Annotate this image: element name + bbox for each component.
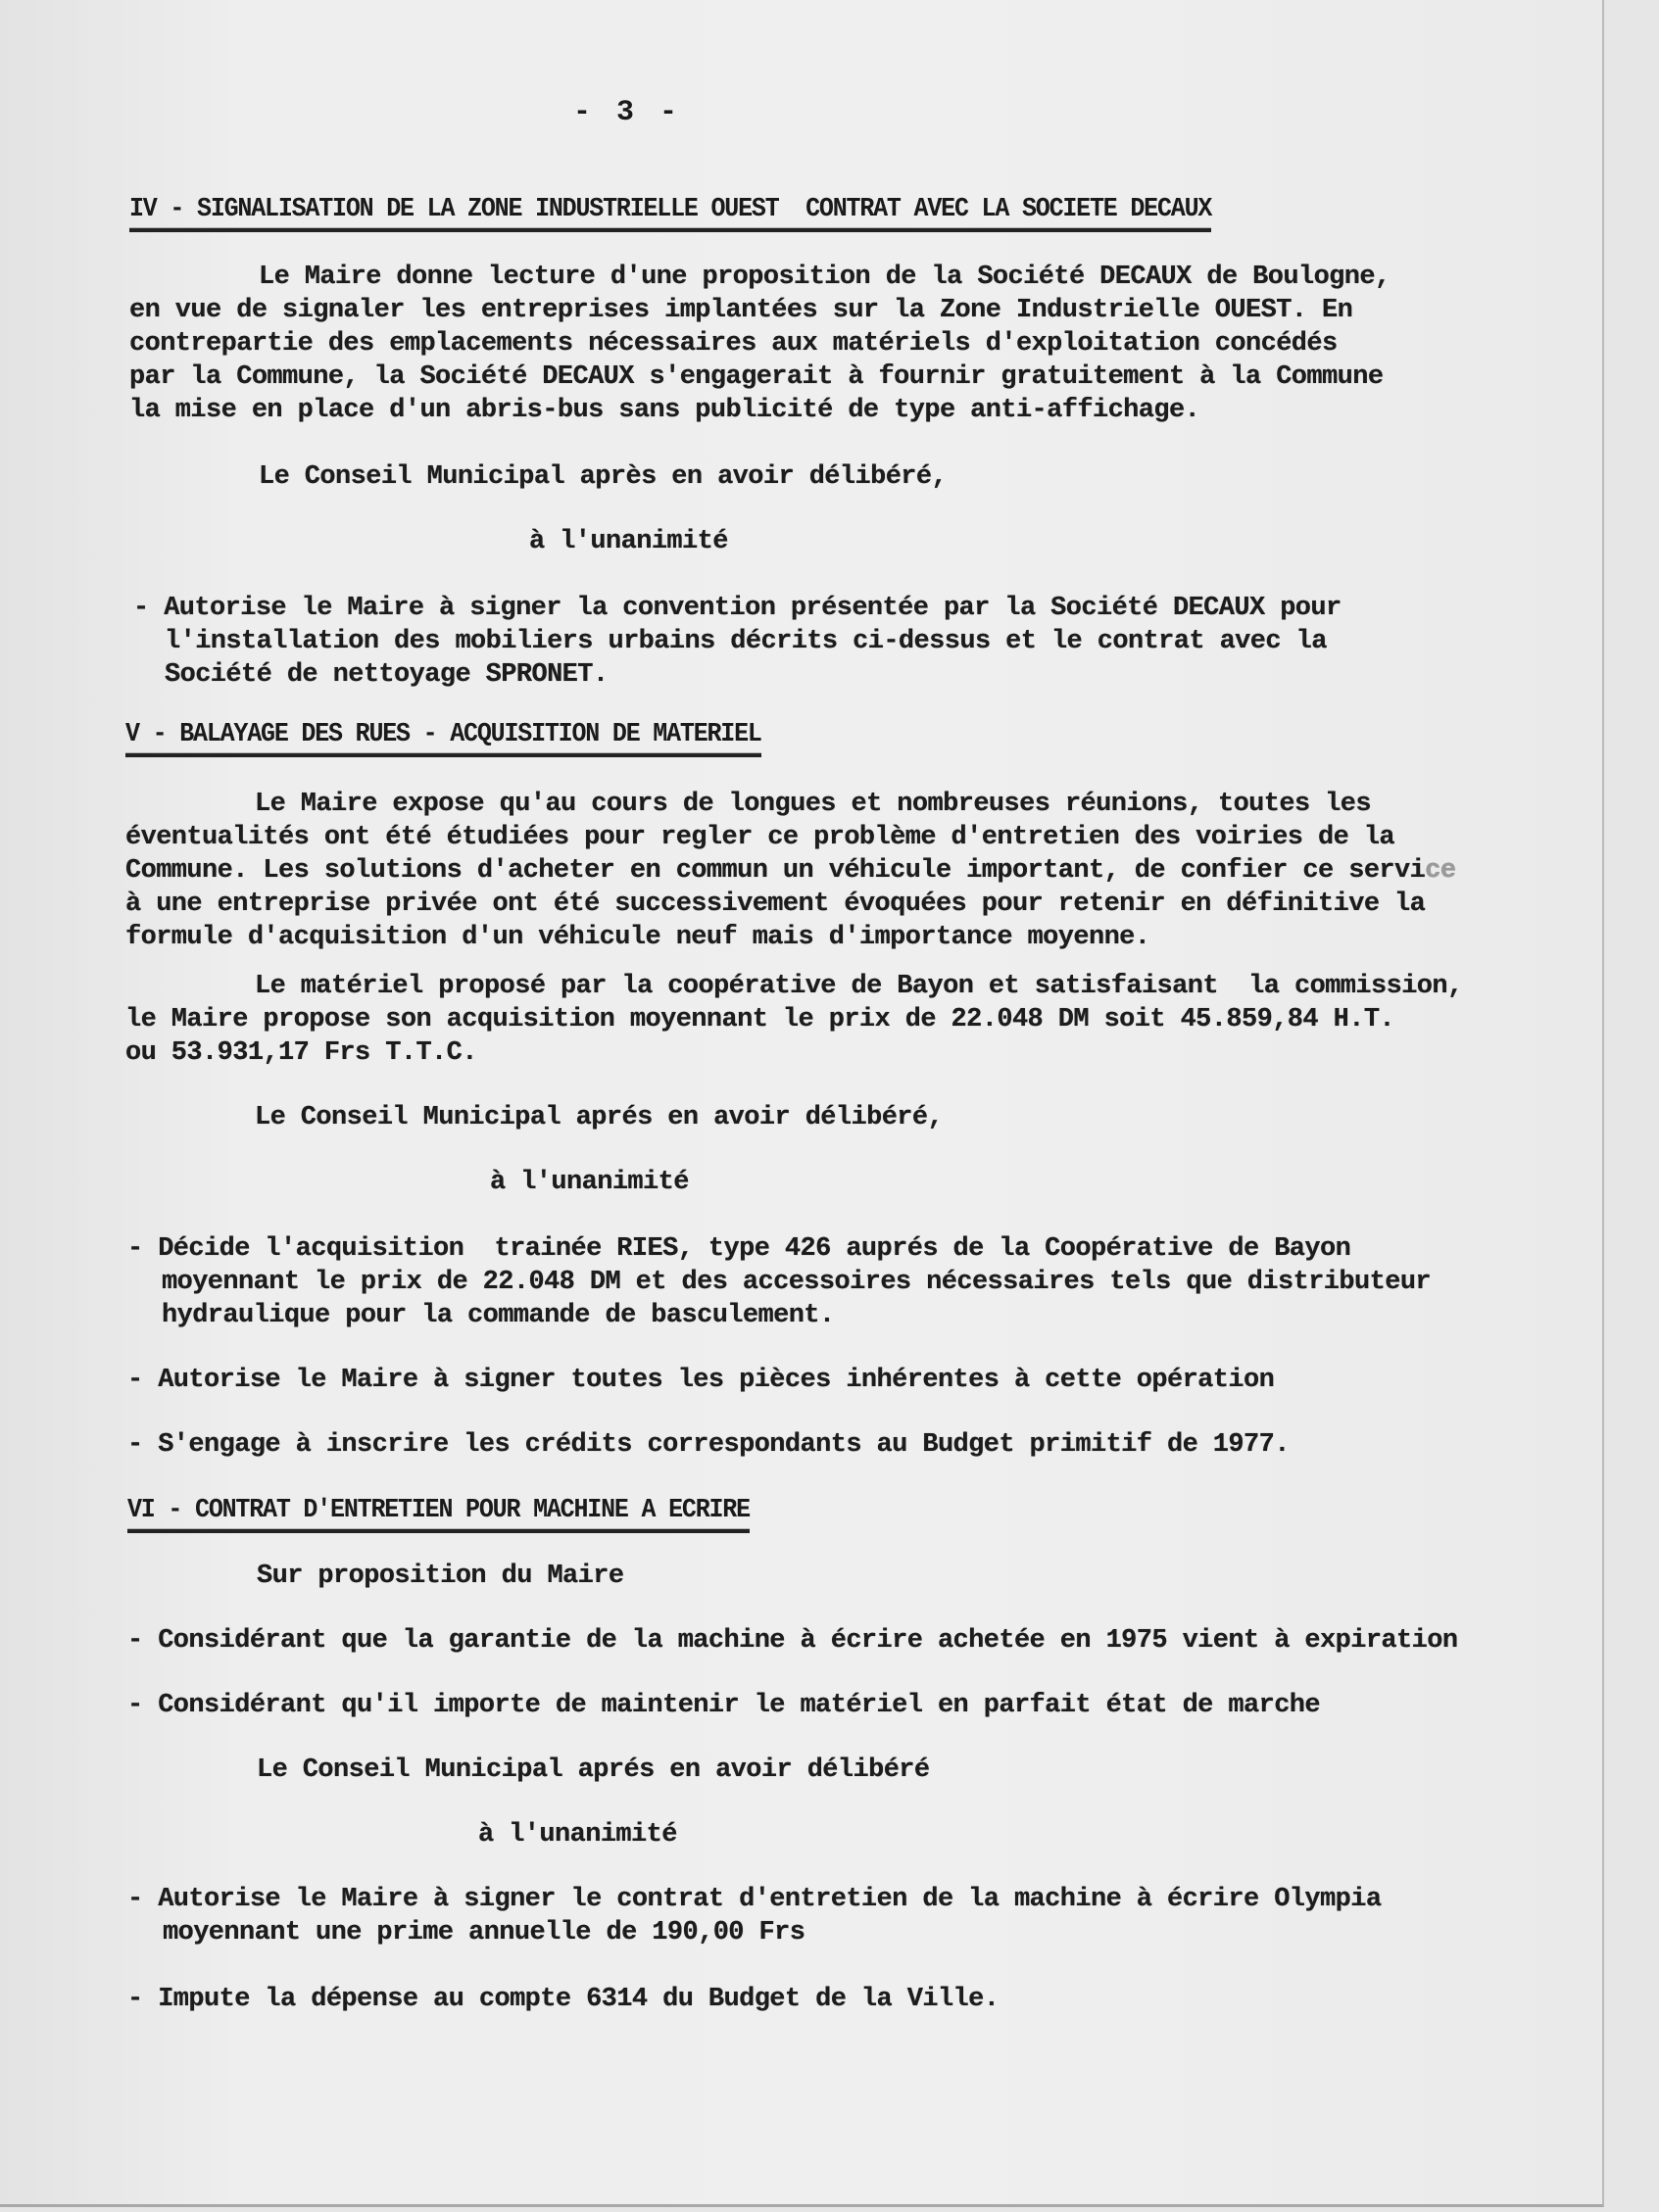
section-6-consideration-line: - Considérant qu'il importe de maintenir le matériel en parfait état de marche bbox=[127, 1691, 1321, 1720]
section-4-vote: à l'unanimité bbox=[529, 527, 728, 556]
section-5-paragraph-line: Le matériel proposé par la coopérative de Bayon et satisfaisant la commission, bbox=[255, 972, 1463, 1001]
section-6-consideration-line: - Considérant que la garantie de la machine à écrire achetée en 1975 vient à expiration bbox=[127, 1626, 1458, 1656]
section-4-paragraph-line: Le Maire donne lecture d'une proposition de la Société DECAUX de Boulogne, bbox=[259, 263, 1391, 292]
section-6-intro: Sur proposition du Maire bbox=[257, 1562, 624, 1591]
section-5-paragraph-line: à une entreprise privée ont été successivement évoquées pour retenir en définitive la bbox=[125, 890, 1426, 919]
section-6-decision-line: - Autorise le Maire à signer le contrat d'entretien de la machine à écrire Olympia bbox=[127, 1885, 1382, 1914]
section-4-decision-line: l'installation des mobiliers urbains décrits ci-dessus et le contrat avec la bbox=[165, 627, 1327, 656]
section-4-paragraph-line: en vue de signaler les entreprises implantées sur la Zone Industrielle OUEST. En bbox=[129, 296, 1353, 325]
section-6-decision-line: - Impute la dépense au compte 6314 du Budget de la Ville. bbox=[127, 1985, 1000, 2014]
section-5-decision-line: - Décide l'acquisition trainée RIES, type 426 auprés de la Coopérative de Bayon bbox=[127, 1234, 1351, 1264]
section-5-paragraph-line: Le Maire expose qu'au cours de longues et nombreuses réunions, toutes les bbox=[255, 790, 1371, 819]
section-4-paragraph-line: la mise en place d'un abris-bus sans publicité de type anti-affichage. bbox=[129, 396, 1200, 425]
section-6-council-statement: Le Conseil Municipal aprés en avoir délibéré bbox=[257, 1755, 930, 1785]
section-5-paragraph-line: éventualités ont été étudiées pour regler ce problème d'entretien des voiries de la bbox=[125, 823, 1395, 852]
section-5-faded-text: ce bbox=[1425, 856, 1456, 886]
section-5-decision-line: hydraulique pour la commande de basculement. bbox=[162, 1301, 835, 1330]
section-4-heading: IV - SIGNALISATION DE LA ZONE INDUSTRIELLE OUEST CONTRAT AVEC LA SOCIETE DECAUX bbox=[129, 192, 1211, 232]
section-5-paragraph-line: le Maire propose son acquisition moyennant le prix de 22.048 DM soit 45.859,84 H.T. bbox=[125, 1005, 1395, 1034]
section-5-paragraph-line: ou 53.931,17 Frs T.T.C. bbox=[125, 1038, 477, 1068]
section-4-decision-line: - Autorise le Maire à signer la convention présentée par la Société DECAUX pour bbox=[133, 594, 1342, 623]
section-5-council-statement: Le Conseil Municipal aprés en avoir délibéré, bbox=[255, 1103, 944, 1132]
section-5-decision-line: moyennant le prix de 22.048 DM et des accessoires nécessaires tels que distributeur bbox=[162, 1268, 1432, 1297]
page-number: - 3 - bbox=[573, 96, 682, 129]
section-5-paragraph-line bbox=[125, 854, 1455, 888]
section-5-paragraph-line: formule d'acquisition d'un véhicule neuf mais d'importance moyenne. bbox=[125, 923, 1150, 952]
section-5-decision-line: - Autorise le Maire à signer toutes les pièces inhérentes à cette opération bbox=[127, 1366, 1275, 1395]
section-4-paragraph-line: par la Commune, la Société DECAUX s'engagerait à fournir gratuitement à la Commune bbox=[129, 362, 1384, 392]
section-4-decision-line: Société de nettoyage SPRONET. bbox=[165, 660, 609, 690]
section-6-decision-line: moyennant une prime annuelle de 190,00 Frs bbox=[163, 1918, 805, 1948]
section-5-vote: à l'unanimité bbox=[490, 1168, 689, 1197]
section-5-paragraph-line-text: Commune. Les solutions d'acheter en commun un véhicule important, de confier ce servi bbox=[125, 856, 1426, 886]
section-5-decision-line: - S'engage à inscrire les crédits correspondants au Budget primitif de 1977. bbox=[127, 1430, 1290, 1460]
section-5-heading: V - BALAYAGE DES RUES - ACQUISITION DE MATERIEL bbox=[125, 717, 761, 757]
section-4-council-statement: Le Conseil Municipal après en avoir délibéré, bbox=[259, 462, 948, 492]
section-4-paragraph-line: contrepartie des emplacements nécessaires aux matériels d'exploitation concédés bbox=[129, 329, 1338, 359]
section-6-heading: VI - CONTRAT D'ENTRETIEN POUR MACHINE A ECRIRE bbox=[127, 1493, 750, 1533]
section-6-vote: à l'unanimité bbox=[478, 1820, 677, 1850]
